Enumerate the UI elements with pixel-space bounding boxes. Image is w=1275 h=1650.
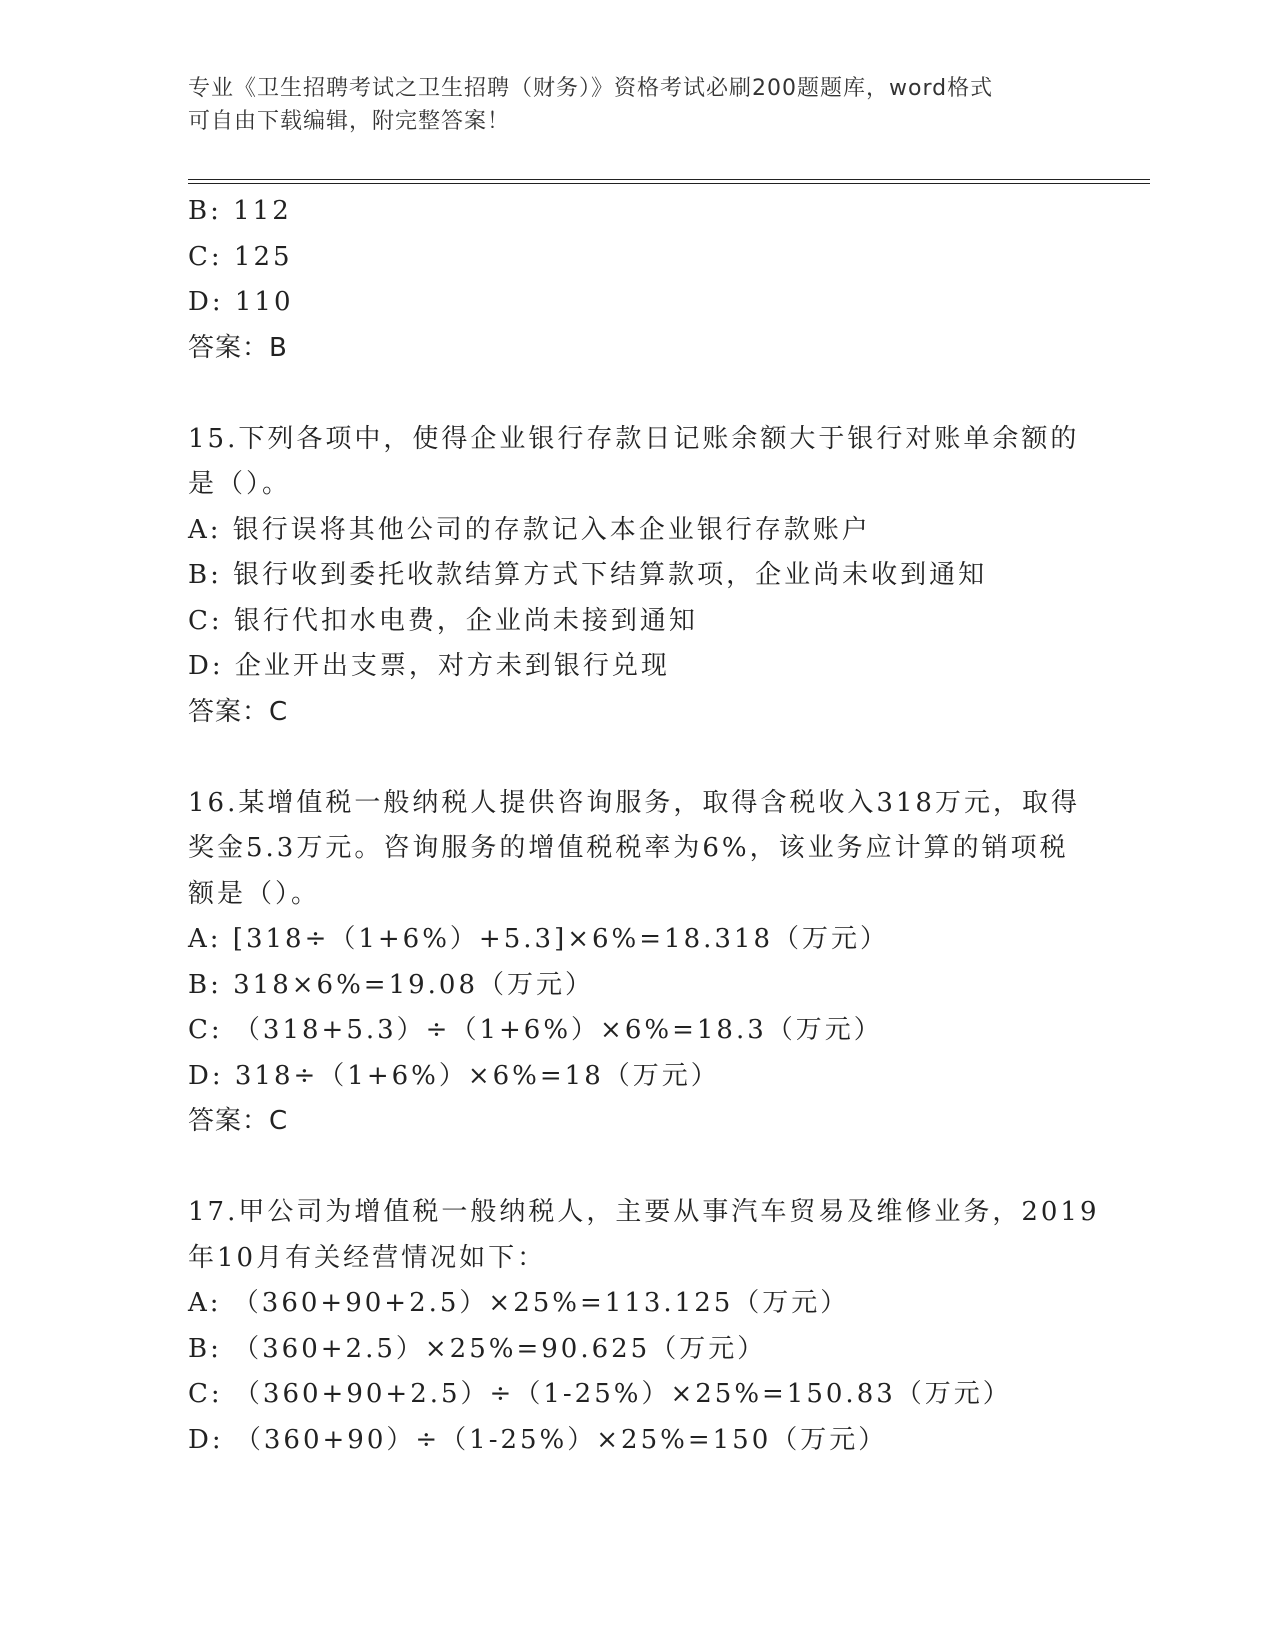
question-stem-line: 15.下列各项中，使得企业银行存款日记账余额大于银行对账单余额的: [188, 423, 1080, 454]
question-16: [188, 781, 1088, 1145]
option-d: D: 318÷（1+6%）×6%=18（万元）: [188, 1060, 720, 1091]
option-c: C: 125: [188, 241, 293, 272]
option-c: C: 银行代扣水电费，企业尚未接到通知: [188, 605, 698, 636]
question-stem-line: 16.某增值税一般纳税人提供咨询服务，取得含税收入318万元，取得: [188, 787, 1080, 818]
page-header: [188, 72, 1068, 138]
question-stem-line: 额是（）。: [188, 878, 321, 909]
document-body: [188, 189, 1100, 1463]
spacer: [188, 371, 1088, 417]
question-stem-line: 年10月有关经营情况如下：: [188, 1242, 547, 1273]
option-b: B: 银行收到委托收款结算方式下结算款项，企业尚未收到通知: [188, 560, 988, 590]
header-line-2: 可自由下载编辑，附完整答案！: [188, 109, 511, 134]
question-stem-line: 17.甲公司为增值税一般纳税人，主要从事汽车贸易及维修业务，2019: [188, 1197, 1100, 1227]
spacer: [188, 735, 1088, 781]
header-divider-bottom: [188, 183, 1150, 184]
option-c: C: （318+5.3）÷（1+6%）×6%=18.3（万元）: [188, 1015, 883, 1045]
question-stem-line: 是（）。: [188, 469, 292, 499]
answer-line: 答案：C: [188, 1106, 289, 1136]
option-b: B: 112: [188, 196, 292, 226]
option-c: C: （360+90+2.5）÷（1-25%）×25%=150.83（万元）: [188, 1379, 1012, 1409]
header-line-1: 专业《卫生招聘考试之卫生招聘（财务）》资格考试必刷200题题库，word格式: [188, 76, 994, 101]
answer-line: 答案：B: [188, 332, 288, 363]
option-b: B: 318×6%=19.08（万元）: [188, 969, 595, 1000]
option-a: A: （360+90+2.5）×25%=113.125（万元）: [188, 1288, 850, 1318]
option-d: D: （360+90）÷（1-25%）×25%=150（万元）: [188, 1424, 888, 1455]
question-17: [188, 1190, 1100, 1463]
header-divider-top: [188, 179, 1150, 180]
question-stem-line: 奖金5.3万元。咨询服务的增值税税率为6%，该业务应计算的销项税: [188, 833, 1069, 863]
question-15: [188, 417, 1088, 736]
option-d: D: 110: [188, 287, 294, 317]
option-a: A: 银行误将其他公司的存款记入本企业银行存款账户: [188, 514, 871, 545]
option-a: A: [318÷（1+6%）+5.3]×6%=18.318（万元）: [188, 924, 889, 954]
prev-question-block: [188, 189, 1088, 371]
spacer: [188, 1145, 1088, 1191]
answer-line: 答案：C: [188, 696, 289, 727]
option-b: B: （360+2.5）×25%=90.625（万元）: [188, 1333, 767, 1364]
option-d: D: 企业开出支票，对方未到银行兑现: [188, 651, 670, 681]
